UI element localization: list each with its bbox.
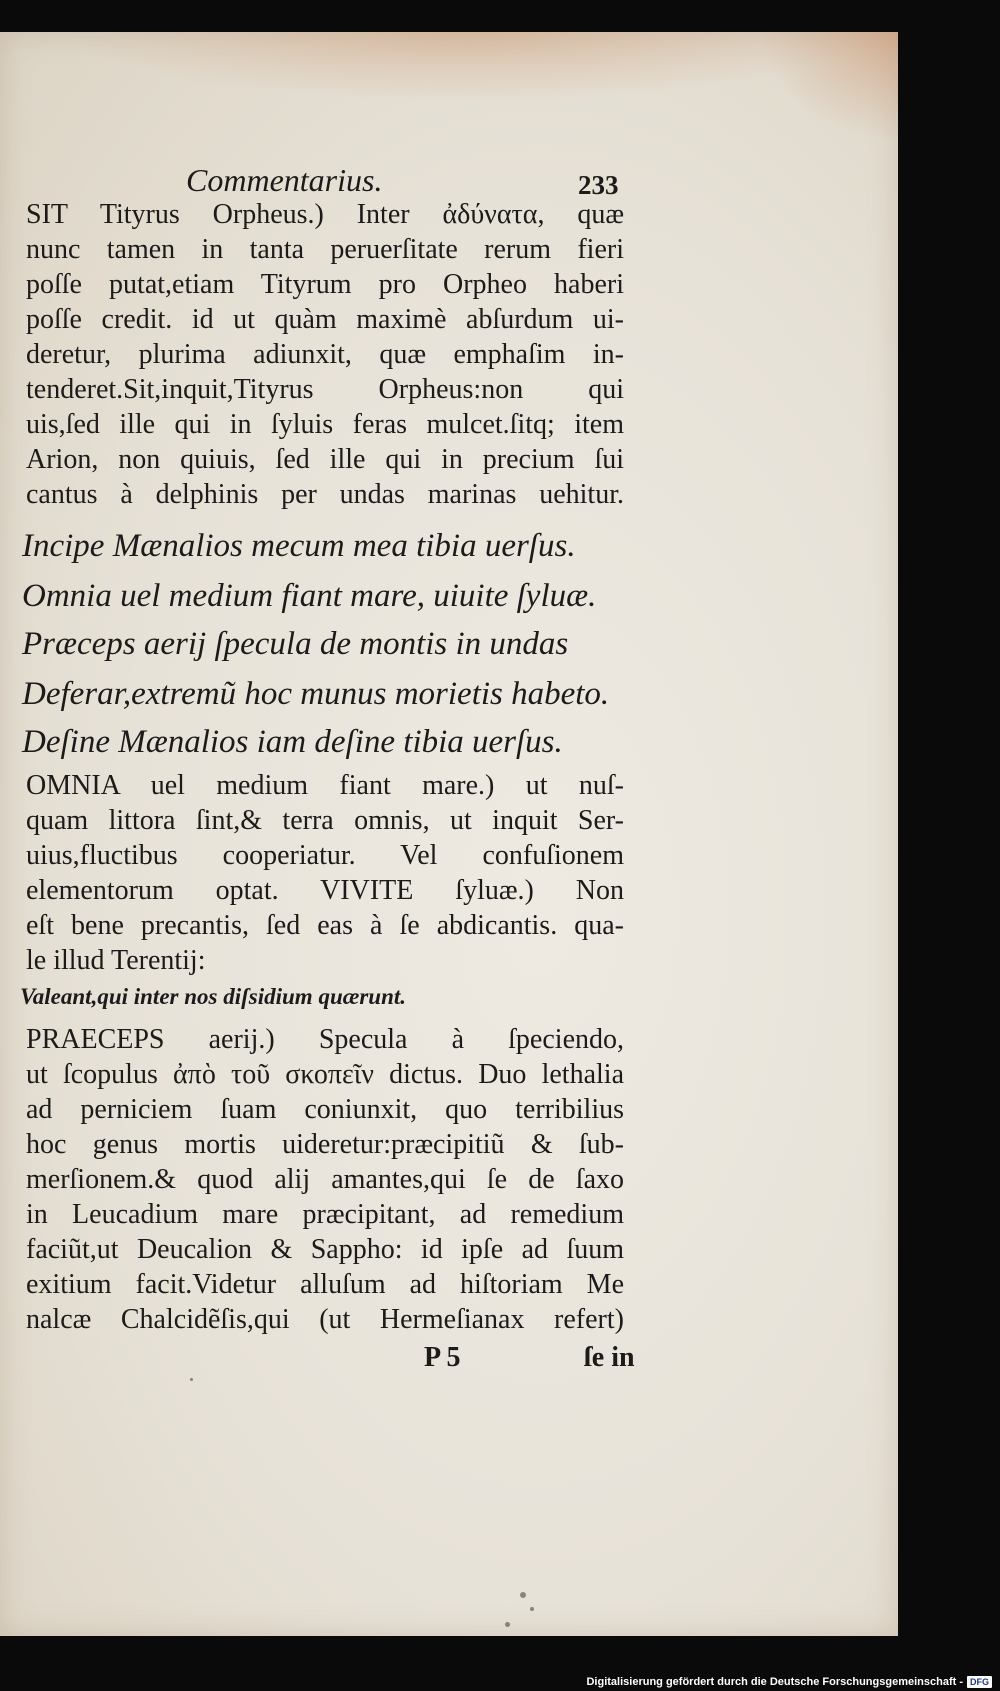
text-line: tenderet.Sit,inquit,Tityrus Orpheus:non qui — [26, 374, 624, 405]
running-title: Commentarius. — [186, 162, 383, 198]
text-line: poſſe putat,etiam Tityrum pro Orpheo haberi — [26, 269, 624, 300]
text-line: Arion, non quiuis, ſed ille qui in precium ſui — [26, 444, 624, 475]
text-line: merſionem.& quod alij amantes,qui ſe de ſaxo — [26, 1164, 624, 1195]
catchword: ſe in — [584, 1342, 635, 1373]
ink-speck — [520, 1592, 526, 1598]
text-line: elementorum optat. VIVITE ſyluæ.) Non — [26, 875, 624, 906]
text-line: PRAECEPS aerij.) Specula à ſpeciendo, — [26, 1024, 624, 1055]
verse-line: Omnia uel medium fiant mare, uiuite ſyluæ. — [22, 578, 597, 614]
signature-mark: P 5 — [424, 1342, 461, 1373]
text-line: eſt bene precantis, ſed eas à ſe abdicantis. qua- — [26, 910, 624, 941]
text-line: uis,ſed ille qui in ſyluis feras mulcet.ſitq; item — [26, 409, 624, 440]
footer-text: Digitalisierung gefördert durch die Deutsche Forschungsgemeinschaft - — [586, 1676, 963, 1688]
text-line: le illud Terentij: — [26, 945, 206, 976]
text-line: nunc tamen in tanta peruerſitate rerum fieri — [26, 234, 624, 265]
verse-line: Deſine Mænalios iam deſine tibia uerſus. — [22, 724, 563, 760]
text-line: ad perniciem ſuam coniunxit, quo terribilius — [26, 1094, 624, 1125]
text-line: cantus à delphinis per undas marinas uehitur. — [26, 479, 624, 510]
text-line: ut ſcopulus ἀπὸ τοῦ σκοπεῖν dictus. Duo lethalia — [26, 1059, 624, 1090]
page-stain-corner — [758, 32, 898, 142]
text-line: nalcæ Chalcidẽſis,qui (ut Hermeſianax refert) — [26, 1304, 624, 1335]
text-line: OMNIA uel medium fiant mare.) ut nuſ- — [26, 770, 624, 801]
verse-line: Præceps aerij ſpecula de montis in undas — [22, 626, 569, 662]
verse-line: Incipe Mænalios mecum mea tibia uerſus. — [22, 528, 576, 564]
text-line: deretur, plurima adiunxit, quæ emphaſim in- — [26, 339, 624, 370]
text-line: poſſe credit. id ut quàm maximè abſurdum ui- — [26, 304, 624, 335]
quote-line: Valeant,qui inter nos diſsidium quærunt. — [20, 984, 407, 1009]
text-line: quam littora ſint,& terra omnis, ut inquit Ser- — [26, 805, 624, 836]
page-number: 233 — [578, 170, 619, 200]
ink-speck — [190, 1378, 193, 1381]
ink-speck — [505, 1622, 510, 1627]
page-stain-top — [60, 32, 880, 102]
text-line: uius,fluctibus cooperiatur. Vel confuſionem — [26, 840, 624, 871]
text-line: in Leucadium mare præcipitant, ad remedium — [26, 1199, 624, 1230]
book-page — [0, 32, 898, 1636]
text-line: hoc genus mortis uideretur:præcipitiũ & ſub- — [26, 1129, 624, 1160]
text-line: faciũt,ut Deucalion & Sappho: id ipſe ad ſuum — [26, 1234, 624, 1265]
digitization-footer — [586, 1676, 992, 1688]
ink-speck — [530, 1607, 534, 1611]
verse-line: Deferar,extremũ hoc munus morietis habeto. — [22, 676, 610, 712]
text-line: SIT Tityrus Orpheus.) Inter ἀδύνατα, quæ — [26, 199, 624, 230]
dfg-logo: DFG — [967, 1676, 992, 1688]
text-line: exitium facit.Videtur alluſum ad hiſtoriam Me — [26, 1269, 624, 1300]
